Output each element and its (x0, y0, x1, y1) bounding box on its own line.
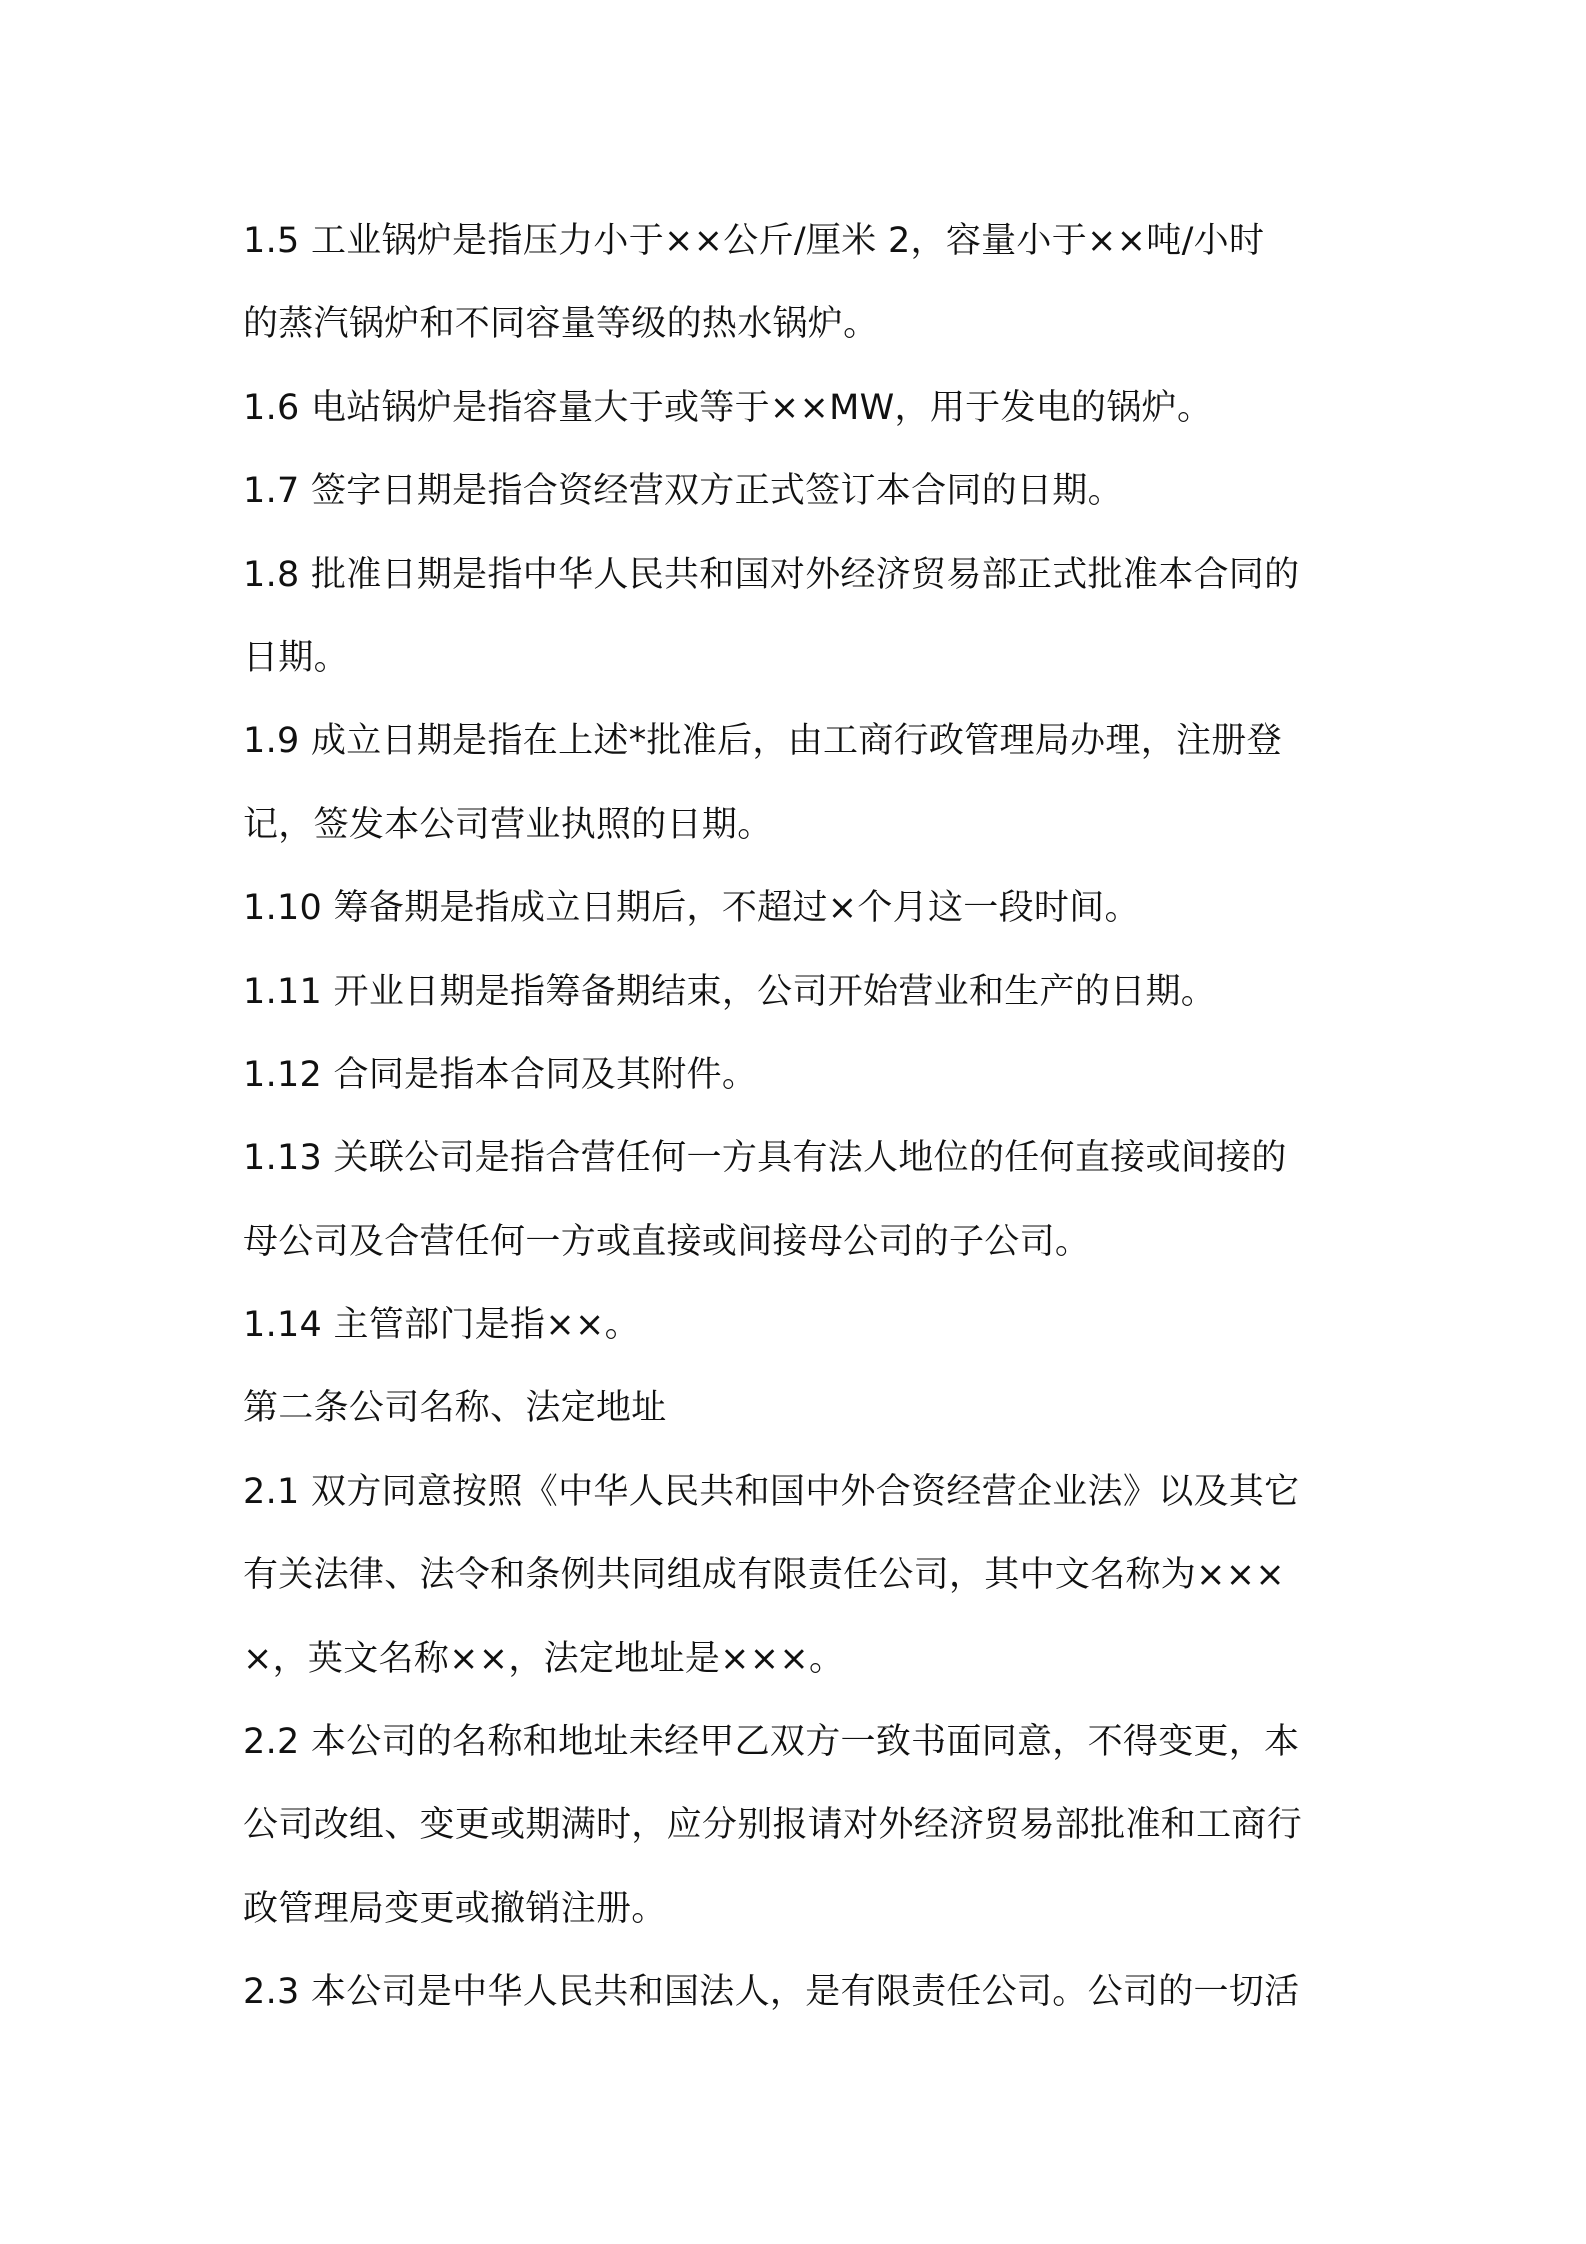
text-line: 日期。 (243, 637, 349, 678)
text-line: 1.11 开业日期是指筹备期结束，公司开始营业和生产的日期。 (243, 971, 1217, 1012)
text-line: 记，签发本公司营业执照的日期。 (243, 804, 773, 845)
text-line: 1.12 合同是指本合同及其附件。 (243, 1054, 758, 1095)
text-line: 1.13 关联公司是指合营任何一方具有法人地位的任何直接或间接的 (243, 1138, 1287, 1179)
text-line: 1.14 主管部门是指××。 (243, 1305, 640, 1346)
text-line: 有关法律、法令和条例共同组成有限责任公司，其中文名称为××× (243, 1555, 1285, 1596)
text-line: 的蒸汽锅炉和不同容量等级的热水锅炉。 (243, 304, 879, 345)
section-heading: 第二条公司名称、法定地址 (243, 1388, 667, 1429)
text-line: 2.2 本公司的名称和地址未经甲乙双方一致书面同意，不得变更，本 (243, 1722, 1300, 1763)
text-line: 1.8 批准日期是指中华人民共和国对外经济贸易部正式批准本合同的 (243, 554, 1300, 595)
text-line: 政管理局变更或撤销注册。 (243, 1888, 667, 1929)
text-line: 母公司及合营任何一方或直接或间接母公司的子公司。 (243, 1221, 1091, 1262)
text-line: 1.6 电站锅炉是指容量大于或等于××MW，用于发电的锅炉。 (243, 387, 1213, 428)
text-line: ×，英文名称××，法定地址是×××。 (243, 1638, 845, 1679)
text-line: 1.10 筹备期是指成立日期后，不超过×个月这一段时间。 (243, 888, 1140, 929)
text-line: 2.3 本公司是中华人民共和国法人，是有限责任公司。公司的一切活 (243, 1972, 1300, 2013)
text-line: 1.9 成立日期是指在上述*批准后，由工商行政管理局办理，注册登 (243, 721, 1282, 762)
text-line: 1.7 签字日期是指合资经营双方正式签订本合同的日期。 (243, 471, 1123, 512)
text-line: 1.5 工业锅炉是指压力小于××公斤/厘米 2，容量小于××吨/小时 (243, 221, 1265, 261)
text-line: 公司改组、变更或期满时，应分别报请对外经济贸易部批准和工商行 (243, 1805, 1303, 1846)
text-line: 2.1 双方同意按照《中华人民共和国中外合资经营企业法》以及其它 (243, 1471, 1300, 1512)
document-body (243, 200, 1363, 2035)
